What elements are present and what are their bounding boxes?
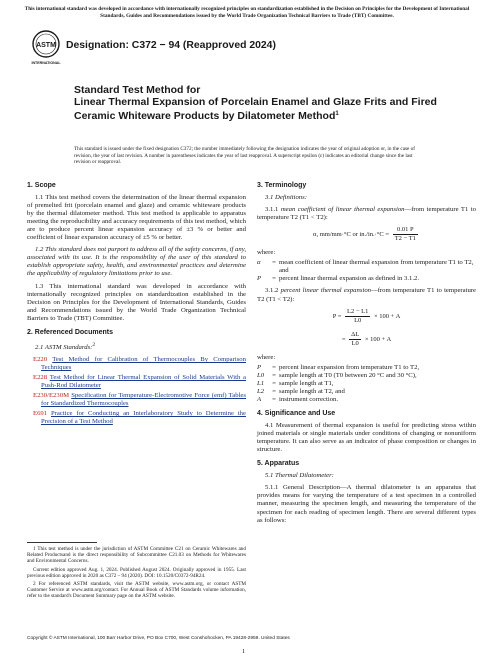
para-3-1-1 (257, 206, 476, 222)
definition-text: percent linear expansion from temperature T1 to T2, (279, 363, 420, 371)
denominator: L0 (351, 339, 359, 347)
symbol: L1 (257, 379, 265, 387)
copyright-line: Copyright © ASTM International, 100 Barr Harbor Drive, PO Box C700, West Conshohocken, PA 19428-2959. United States (27, 636, 290, 641)
definition-text: sample length at T1, (279, 379, 334, 387)
astm-standards-label: 2.1 ASTM Standards: (35, 344, 93, 352)
para-5-1: 5.1 Thermal Dilatometer: (265, 472, 334, 480)
title-standard-line: Standard Test Method for (74, 84, 201, 96)
numerator: L2 − L1 (345, 308, 370, 317)
reference-title-link[interactable]: Practice for Conducting an Interlaboratory Study to Determine the Precision of a Test Method (41, 410, 246, 426)
definition-text: instrument correction. (279, 395, 339, 403)
title-main (74, 96, 444, 122)
section-terminology-heading: 3. Terminology (257, 182, 307, 189)
formula-percent-expansion-delta (257, 331, 476, 348)
definition-row (257, 396, 476, 404)
clause-number: 3.1.2 (265, 287, 279, 295)
formula-mean-coefficient (257, 226, 476, 243)
equals-sign: = (272, 379, 276, 387)
fraction (349, 331, 361, 348)
definition-text: —from temperature T1 to temperature T2 (T1 < T2): (257, 287, 477, 303)
reference-item (27, 356, 246, 372)
para-3-1: 3.1 Definitions: (265, 194, 307, 202)
reference-title-link[interactable]: Test Method for Calibration of Thermocouples By Comparison Techniques (41, 356, 246, 372)
definition-row (257, 259, 476, 275)
definition-text: sample length at T0 (T0 between 20 °C and 30 °C), (279, 371, 417, 379)
equals-sign: = (272, 363, 276, 371)
footnote: 1 This test method is under the jurisdiction of ASTM Committee C21 on Ceramic Whitewares and Related Productsand is the direct responsibility of Subcommittee C21.03 on Methods for Whitewares and Environmental Concerns. (27, 546, 246, 565)
formula-percent-expansion (257, 308, 476, 325)
numerator: 0.01 P (393, 226, 418, 235)
reference-code-link[interactable]: E228 (33, 374, 48, 382)
designation: Designation: C372 − 94 (Reapproved 2024) (66, 40, 276, 51)
title-text: Linear Thermal Expansion of Porcelain Enamel and Glaze Frits and Fired Ceramic Whiteware Products by Dilatometer Method (74, 96, 437, 122)
defined-term: mean coefficient of linear thermal expansion (280, 206, 405, 214)
fraction (393, 226, 418, 243)
section-scope-heading: 1. Scope (27, 182, 56, 189)
where-label: where: (257, 353, 276, 361)
denominator: T2 − T1 (394, 235, 416, 243)
page-number: 1 (242, 648, 246, 655)
tbt-notice: This international standard was developed in accordance with internationally recognized principles on standardization established in the Decision on Principles for the Development of International Standards, Guides and Recommendations issued by the World Trade Organization Technical Barriers to Trade (TBT) Committee. (24, 6, 470, 19)
reference-code-link[interactable]: E691 (33, 410, 48, 418)
denominator: L0 (354, 316, 362, 324)
symbol: α (257, 259, 261, 267)
reference-title-link[interactable]: Test Method for Linear Thermal Expansion of Solid Materials With a Push-Rod Dilatometer (41, 374, 246, 390)
footnote-rule (27, 542, 97, 543)
symbol: L0 (257, 371, 265, 379)
definition-row (257, 364, 476, 372)
equals-sign: = (272, 387, 276, 395)
definition-text: —from temperature T1 to temperature T2 (T1 < T2): (257, 206, 476, 222)
section-apparatus-heading: 5. Apparatus (257, 460, 300, 468)
section-referenced-documents-heading: 2. Referenced Documents (27, 328, 113, 336)
footnote: 2 For referenced ASTM standards, visit the ASTM website, www.astm.org, or contact ASTM Customer Service at www.astm.org/contact. For Annual Book of ASTM Standards volume information, refer to the standard's Document Summary page on the ASTM website. (27, 581, 246, 600)
formula-tail: × 100 + A (373, 312, 401, 320)
title-footnote-ref: 1 (335, 111, 339, 117)
reference-item (27, 410, 246, 426)
definition-row (257, 380, 476, 388)
equals-sign: = (272, 275, 276, 283)
definition-text: mean coefficient of linear thermal expansion from temperature T1 to T2, and (279, 259, 474, 275)
para-2-1 (27, 341, 246, 352)
formula-lhs: P = (332, 312, 342, 320)
svg-text:ASTM: ASTM (36, 42, 56, 49)
definition-row (257, 275, 476, 283)
footnote-ref-2: 2 (92, 341, 96, 348)
reference-list (27, 356, 246, 426)
para-5-1-1: 5.1.1 General Description—A thermal dilatometer is an apparatus that provides means for varying the temperature of a test specimen in a controlled manner, measuring the specimen length, and measuring the temperature of the specimen for each reading of specimen length. There are several different types as follows: (257, 484, 476, 524)
fraction (345, 308, 370, 325)
definition-text: percent linear thermal expansion as defined in 3.1.2. (279, 275, 420, 283)
defined-term: percent linear thermal expansion (280, 287, 372, 295)
footnote: Current edition approved Aug. 1, 2024. Published August 2024. Originally approved in 1955. Last previous edition approved in 2020 as C372 – 94 (2020). DOI: 10.1520/C0372-94R24. (27, 566, 246, 579)
definition-list-2 (257, 364, 476, 404)
numerator: ΔL (349, 331, 361, 340)
left-column (27, 182, 246, 428)
equals-sign: = (272, 371, 276, 379)
issuance-note: This standard is issued under the fixed designation C372; the number immediately following the designation indicates the year of original adoption or, in the case of revision, the year of last revision. A number in parentheses indicates the year of last reapproval. A superscript epsilon (ε) indicates an editorial change since the last revision or reapproval. (74, 146, 415, 166)
definition-row (257, 372, 476, 380)
reference-title-link[interactable]: Specification for Temperature-Electromotive Force (emf) Tables for Standardized Thermocouples (41, 392, 247, 408)
astm-international-logo (30, 30, 62, 66)
formula-lhs: = (341, 335, 346, 343)
reference-item (27, 392, 246, 408)
reference-code-link[interactable]: E220 (33, 356, 48, 364)
definition-list-1 (257, 259, 476, 283)
where-label: where: (257, 249, 276, 257)
section-significance-heading: 4. Significance and Use (257, 410, 336, 418)
definition-text: sample length at T2, and (279, 387, 345, 395)
definition-row (257, 388, 476, 396)
footnotes (27, 546, 246, 602)
para-3-1-2 (257, 287, 476, 303)
right-column (257, 182, 476, 529)
para-4-1: 4.1 Measurement of thermal expansion is useful for predicting stress within joined materials or single materials under conditions of changing or nonuniform temperature. It can also serve as an indicator of phase composition or changes in structure. (257, 422, 476, 454)
equals-sign: = (272, 259, 276, 267)
svg-text:INTERNATIONAL: INTERNATIONAL (31, 61, 61, 65)
reference-item (27, 374, 246, 390)
symbol: P (257, 275, 262, 283)
symbol: A (257, 395, 262, 403)
para-1-3: 1.3 This international standard was developed in accordance with internationally recognized principles on standardization established in the Decision on Principles for the Development of International Standards, Guides and Recommendations issued by the World Trade Organization Technical Barriers to Trade (TBT) Committee. (27, 282, 246, 322)
document-title (74, 84, 444, 122)
reference-code-link[interactable]: E230/E230M (33, 392, 70, 400)
para-1-1: 1.1 This test method covers the determination of the linear thermal expansion of premelted frit (porcelain enamel and glaze) and ceramic whiteware products by the thermal dilatometer method. This test method is applicable to apparatus meeting the reproducibility and accuracy requirements of this test method, which are to produce percent linear expansion accuracy of ±3 % or better and coefficient of linear expansion accuracy of ±5 % or better. (27, 194, 246, 242)
formula-tail: × 100 + A (364, 335, 392, 343)
para-1-2: 1.2 This standard does not purport to address all of the safety concerns, if any, associated with its use. It is the responsibility of the user of this standard to establish appropriate safety, health, and environmental practices and determine the applicability of regulatory limitations prior to use. (27, 246, 246, 278)
formula-lhs: α, mm/mm·°C or in./in.·°C = (313, 231, 390, 239)
clause-number: 3.1.1 (265, 206, 279, 214)
equals-sign: = (272, 395, 276, 403)
symbol: P (257, 363, 262, 371)
symbol: L2 (257, 387, 265, 395)
